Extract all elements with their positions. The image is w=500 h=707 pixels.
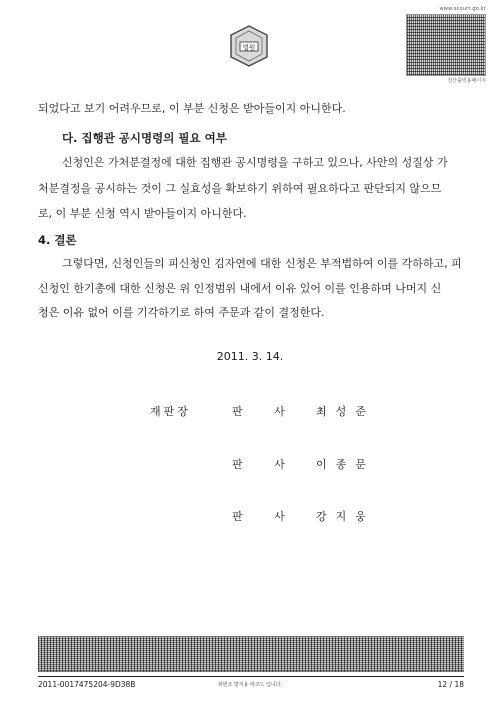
security-code-caption: 전산출력용페이지: [447, 78, 486, 84]
body-line-3: 신청인은 가처분결정에 대한 집행관 공시명령을 구하고 있으나, 사안의 성질상 가: [62, 156, 448, 169]
page-number: 12 / 18: [437, 680, 464, 689]
footer-divider: [38, 676, 464, 677]
judge-role-2: 판 사: [232, 458, 299, 471]
court-seal-icon: [227, 24, 271, 68]
body-line-4: 처분결정을 공시하는 것이 그 실효성을 확보하기 위하여 필요하다고 판단되지 않으므: [38, 182, 442, 195]
decision-date: 2011. 3. 14.: [216, 350, 284, 363]
anti-forgery-barcode: [38, 636, 464, 672]
judge-role-3: 판 사: [232, 510, 299, 523]
seal-text: 법원: [242, 43, 256, 52]
judge-name-3: 강지웅: [316, 510, 375, 523]
judge-name-1: 최성준: [316, 405, 375, 418]
body-line-5: 로, 이 부분 신청 역시 받아들이지 아니한다.: [38, 207, 247, 220]
presiding-judge-label: 재판장: [150, 405, 191, 418]
judge-role-1: 판 사: [232, 405, 299, 418]
section-heading-conclusion: 4. 결론: [38, 233, 77, 247]
judge-name-2: 이종문: [316, 458, 375, 471]
body-line-7: 그렇다면, 신청인들의 피신청인 김자연에 대한 신청은 부적법하여 이를 각하하고, 피: [62, 257, 462, 270]
site-url: www.scourt.go.kr: [439, 6, 486, 12]
body-line-1: 되었다고 보기 어려우므로, 이 부분 신청은 받아들이지 아니한다.: [38, 102, 346, 115]
section-heading-c: 다. 집행관 공시명령의 필요 여부: [62, 131, 227, 145]
security-code-image: [406, 14, 486, 76]
barcode-note: 위변조 방지용 바코드 입니다.: [217, 682, 283, 688]
document-id: 2011-0017475204-9D38B: [38, 680, 136, 689]
body-line-8: 신청인 한기총에 대한 신청은 위 인정범위 내에서 이유 있어 이를 인용하며 나머지 신: [38, 282, 442, 295]
body-line-9: 청은 이유 없어 이를 기각하기로 하여 주문과 같이 결정한다.: [38, 306, 325, 319]
